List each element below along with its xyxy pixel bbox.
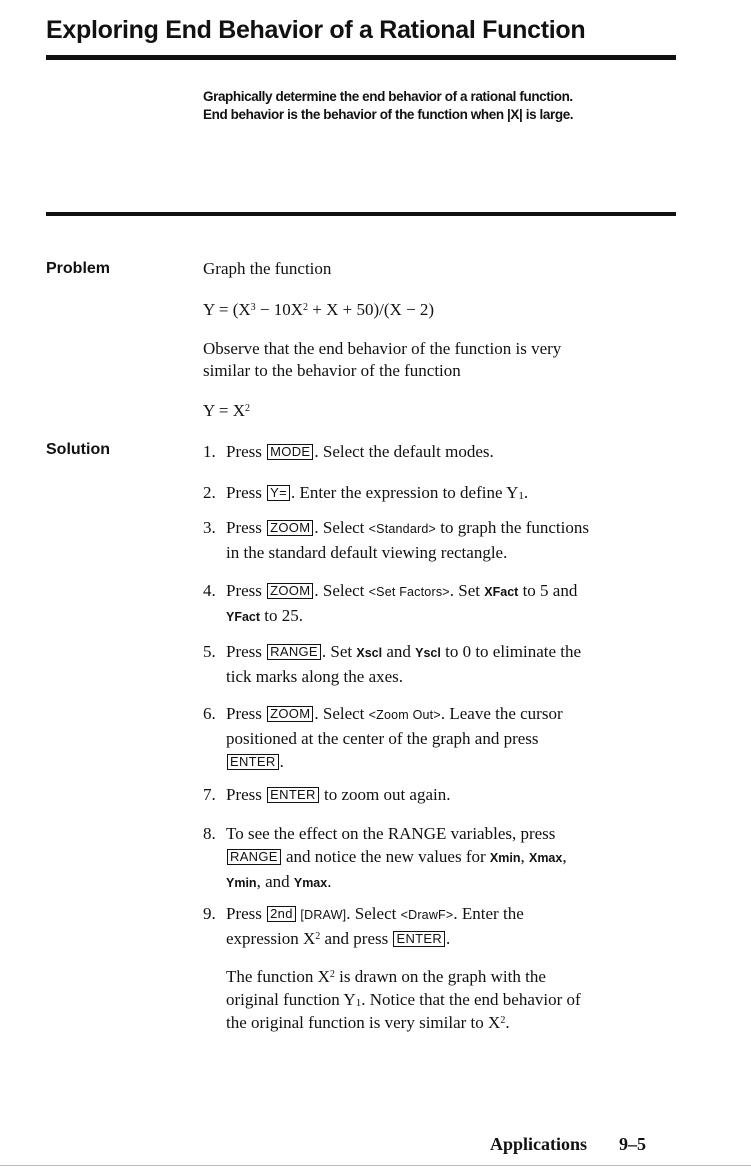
step-9: 9. Press 2nd [DRAW]. Select <DrawF>. Enter the expression $X^2$ and press ENTER . [203, 904, 524, 948]
variable-yfact: YFact [226, 610, 261, 624]
second-key: 2nd [267, 906, 296, 922]
variable-xscl: Xscl [356, 646, 383, 660]
title-rule [46, 55, 676, 60]
step-6: 6. Press ZOOM . Select <Zoom Out>. Leave the cursor positioned at the center of the graph and press ENTER . [203, 704, 563, 771]
variable-ymin: Ymin [226, 876, 257, 890]
page-number: 9–5 [619, 1134, 647, 1154]
zoom-key: ZOOM [267, 520, 313, 536]
enter-key: ENTER [267, 787, 319, 803]
step-1: 1. Press MODE . Select the default modes. [203, 442, 494, 461]
step-7: 7. Press ENTER to zoom out again. [203, 785, 451, 804]
step-2: 2. Press Y= . Enter the expression to define $Y_1$. [203, 483, 529, 502]
intro-line: Graphically determine the end behavior of a rational function. [203, 89, 573, 104]
equation-parabola: $Y = X^2$ [203, 401, 251, 420]
page-title: Exploring End Behavior of a Rational Function [46, 16, 586, 44]
footer-section-title: Applications [490, 1134, 588, 1154]
intro-line: End behavior is the behavior of the function when |X| is large. [203, 107, 574, 122]
problem-text: Graph the function [203, 259, 332, 278]
observe-line: similar to the behavior of the function [203, 361, 461, 380]
variable-xmax: Xmax [528, 851, 563, 865]
page-footer [490, 1134, 646, 1155]
observe-line: Observe that the end behavior of the function is very [203, 339, 562, 358]
problem-label: Problem [46, 260, 111, 277]
menu-item-drawf: <DrawF> [400, 908, 454, 922]
variable-ymax: Ymax [293, 876, 328, 890]
step-3: 3. Press ZOOM . Select <Standard> to graph the functions in the standard default viewing rectangle. [203, 518, 589, 562]
zoom-key: ZOOM [267, 706, 313, 722]
enter-key: ENTER [227, 754, 279, 770]
variable-xmin: Xmin [489, 851, 521, 865]
menu-item-standard: <Standard> [368, 522, 436, 536]
zoom-key: ZOOM [267, 583, 313, 599]
variable-xfact: XFact [484, 585, 519, 599]
step-4: 4. Press ZOOM . Select <Set Factors>. Set XFact to 5 and YFact to 25. [203, 581, 578, 625]
solution-label: Solution [46, 441, 110, 458]
step-5: 5. Press RANGE . Set Xscl and Yscl to 0 to eliminate the tick marks along the axes. [203, 642, 582, 686]
draw-menu: [DRAW] [296, 908, 347, 922]
mode-key: MODE [267, 444, 313, 460]
enter-key: ENTER [393, 931, 445, 947]
menu-item-zoom-out: <Zoom Out> [368, 708, 441, 722]
menu-item-set-factors: <Set Factors> [368, 585, 450, 599]
closing-note: The function $X^2$ is drawn on the graph with the original function $Y_1$. Notice that the end behavior of the original function is very similar to $X^2$. [226, 967, 581, 1032]
range-key: RANGE [227, 849, 281, 865]
range-key: RANGE [267, 644, 321, 660]
intro-summary [203, 88, 683, 124]
y-equals-key: Y= [267, 485, 290, 501]
variable-yscl: Yscl [415, 646, 441, 660]
step-8: 8. To see the effect on the RANGE variables, press RANGE and notice the new values for Xmin, Xmax, Ymin, and Ymax. [203, 824, 567, 891]
section-rule [46, 212, 676, 216]
scan-edge-line [0, 1165, 751, 1166]
equation-rational: $Y = (X^3 - 10X^2 + X + 50)/(X - 2)$ [203, 300, 435, 319]
